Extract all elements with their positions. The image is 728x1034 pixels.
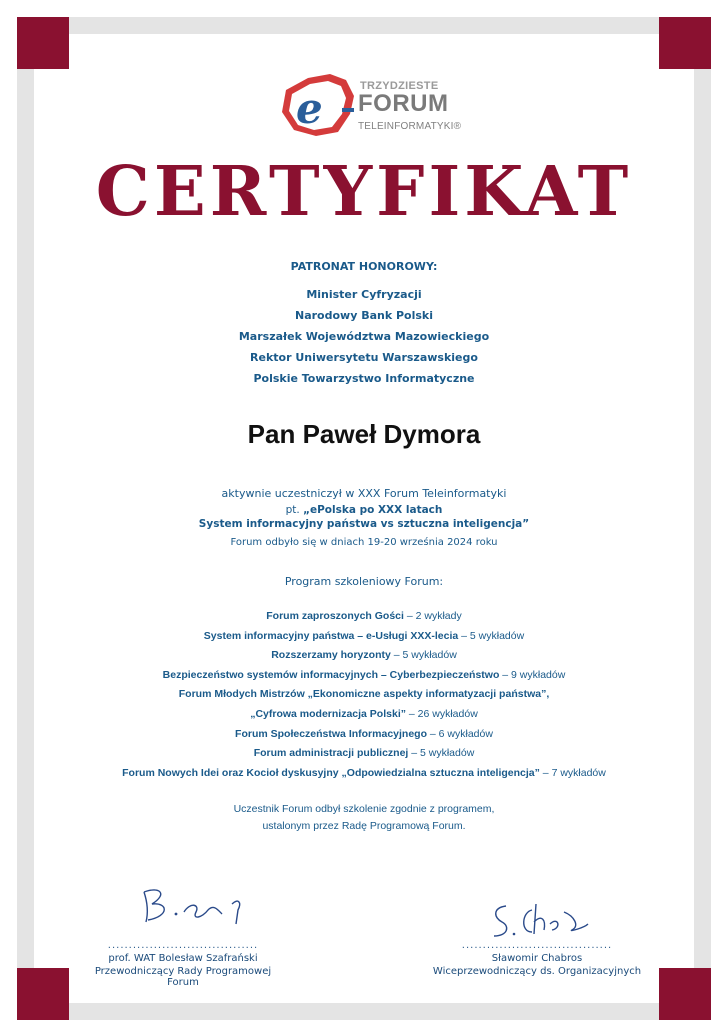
logo-dash (342, 108, 354, 112)
corner-ornament-bottom-right (659, 968, 711, 1020)
program-item: Forum Nowych Idei oraz Kocioł dyskusyjny „Odpowiedzialna sztuczna inteligencja” – 7 wykładów (122, 766, 606, 779)
patronat-item: Marszałek Województwa Mazowieckiego (238, 330, 490, 343)
patronat-item: Polskie Towarzystwo Informatyczne (253, 372, 475, 385)
program-item: Rozszerzamy horyzonty – 5 wykładów (271, 649, 457, 662)
signature-left-scribble (138, 884, 258, 930)
frame-top-band (69, 34, 659, 51)
program-item: System informacyjny państwa – e-Usługi XXX-lecia – 5 wykładów (203, 629, 525, 642)
patronat-list (0, 284, 728, 389)
program-item: Bezpieczeństwo systemów informacyjnych – Cyberbezpieczeństwo – 9 wykładów (162, 668, 566, 681)
program-item: Forum administracji publicznej – 5 wykładów (253, 747, 475, 760)
theme-title: „ePolska po XXX latach (303, 504, 443, 516)
signatory-name: Sławomir Chabros (491, 953, 583, 964)
signature-left (78, 940, 288, 988)
patronat-heading: PATRONAT HONOROWY: (290, 260, 438, 273)
program-item: Forum Młodych Mistrzów „Ekonomiczne aspekty informatyzacji państwa”, (178, 688, 550, 701)
forum-theme (0, 503, 728, 531)
patronat-item: Narodowy Bank Polski (294, 309, 433, 322)
corner-ornament-bottom-left (17, 968, 69, 1020)
logo-e-mark: e (296, 84, 323, 133)
program-item: Forum zaproszonych Gości – 2 wykłady (266, 610, 462, 622)
theme-subtitle: System informacyjny państwa vs sztuczna inteligencja” (198, 518, 530, 530)
forum-logo (278, 70, 462, 142)
patronat-item: Rektor Uniwersytetu Warszawskiego (250, 351, 478, 364)
corner-ornament-top-left (17, 17, 69, 69)
certificate-title: CERTYFIKAT (95, 152, 633, 232)
closing-note (0, 801, 728, 835)
signatory-role: Wiceprzewodniczący ds. Organizacyjnych (432, 966, 642, 977)
signature-right (432, 940, 642, 977)
closing-line: Uczestnik Forum odbył szkolenie zgodnie z programem, (233, 803, 495, 815)
patronat-item: Minister Cyfryzacji (306, 288, 422, 301)
signatory-role: Przewodniczący Rady Programowej Forum (94, 966, 272, 988)
frame-bottom-band (69, 986, 659, 1003)
closing-line: ustalonym przez Radę Programową Forum. (262, 820, 466, 832)
logo-line-2: FORUM (358, 90, 449, 117)
signature-line: .................................... (461, 940, 613, 951)
forum-dates: Forum odbyło się w dniach 19-20 września 2024 roku (230, 537, 498, 548)
corner-ornament-top-right (659, 17, 711, 69)
program-list (0, 607, 728, 783)
program-item: „Cyfrowa modernizacja Polski” – 26 wykładów (250, 707, 478, 720)
logo-line-1: TRZYDZIESTE (360, 80, 439, 92)
signatory-name: prof. WAT Bolesław Szafrański (108, 953, 258, 964)
participation-statement: aktywnie uczestniczył w XXX Forum Teleinformatyki (221, 487, 507, 500)
theme-prefix: pt. (285, 504, 304, 516)
program-heading: Program szkoleniowy Forum: (284, 575, 444, 588)
signature-line: .................................... (107, 940, 259, 951)
signature-right-scribble (488, 898, 598, 944)
recipient-name: Pan Paweł Dymora (247, 419, 481, 449)
poland-map-icon (278, 70, 358, 142)
program-item: Forum Społeczeństwa Informacyjnego – 6 wykładów (235, 727, 493, 740)
logo-line-3: TELEINFORMATYKI® (358, 121, 462, 132)
